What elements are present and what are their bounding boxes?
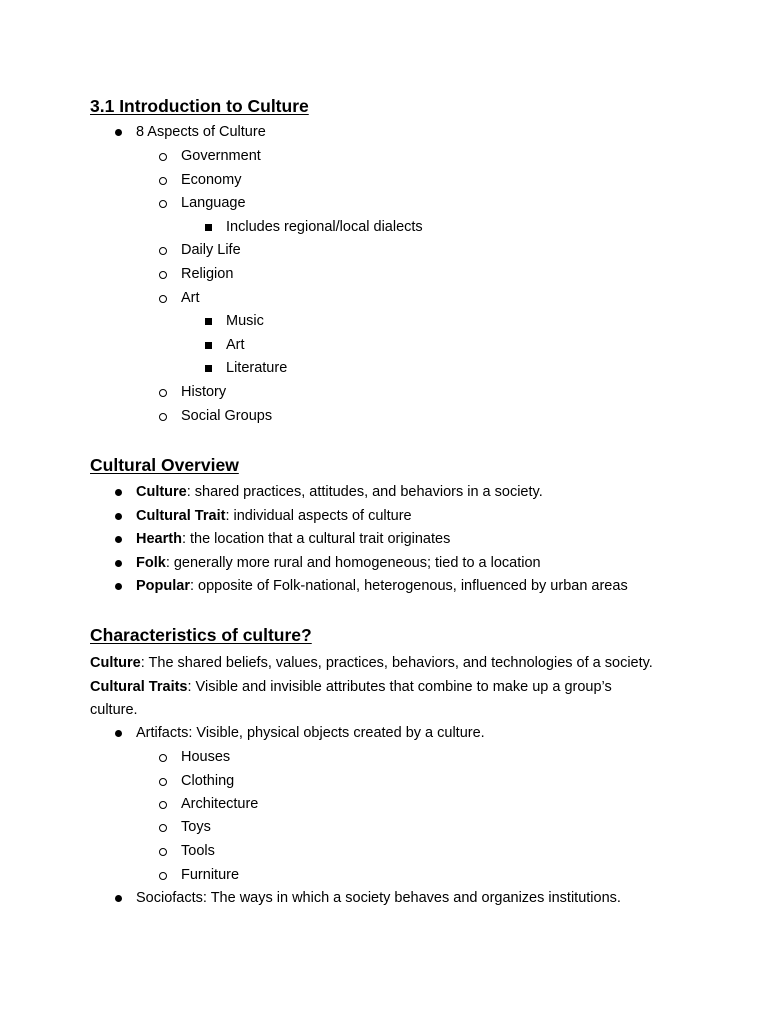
definition-item	[136, 552, 541, 574]
bullet-circle	[157, 405, 169, 427]
list-item-text: Toys	[181, 819, 211, 835]
section-heading-introduction: 3.1 Introduction to Culture	[90, 96, 309, 116]
definition-term: Folk	[136, 555, 166, 571]
definition-term: Cultural Trait	[136, 508, 226, 524]
bullet-circle	[157, 746, 169, 768]
list-item-art	[181, 287, 200, 309]
definition-term: Culture	[136, 484, 187, 500]
list-item-dialects	[226, 216, 423, 238]
definition-item	[136, 505, 412, 527]
list-item-artifact	[181, 770, 234, 792]
list-item-text: Art	[226, 337, 245, 353]
bullet-disc	[112, 528, 124, 550]
definition-text: : opposite of Folk-national, heterogenous, influenced by urban areas	[189, 578, 628, 594]
bullet-disc	[112, 552, 124, 574]
bullet-disc	[112, 121, 124, 143]
list-item-daily-life	[181, 239, 241, 261]
list-item-artifact	[181, 840, 215, 862]
list-item-language	[181, 192, 246, 214]
definition-text: : individual aspects of culture	[225, 508, 412, 524]
list-item-text: Houses	[181, 749, 231, 765]
section-heading-characteristics: Characteristics of culture?	[90, 625, 312, 645]
list-item-religion	[181, 263, 233, 285]
bullet-disc	[112, 722, 124, 744]
definition-item	[136, 481, 543, 503]
list-item-text: Artifacts: Visible, physical objects created by a culture.	[136, 725, 485, 741]
bullet-square	[202, 357, 214, 379]
list-item-text: Music	[226, 313, 264, 329]
paragraph-culture	[90, 652, 653, 674]
list-item-text: 8 Aspects of Culture	[136, 124, 266, 140]
list-item-government	[181, 145, 261, 167]
list-item-aspects	[136, 121, 266, 143]
list-item-text: Clothing	[181, 773, 235, 789]
list-item-text: History	[181, 384, 227, 400]
paragraph-cultural-traits	[90, 676, 612, 698]
list-item-text: Includes regional/local dialects	[226, 219, 423, 235]
paragraph-cultural-traits-cont: culture.	[90, 702, 138, 718]
list-item-economy	[181, 169, 241, 191]
bullet-circle	[157, 793, 169, 815]
definition-text: : the location that a cultural trait originates	[181, 531, 451, 547]
definition-term: Popular	[136, 578, 190, 594]
definition-item	[136, 575, 628, 597]
bullet-square	[202, 216, 214, 238]
list-item-text: Art	[181, 290, 200, 306]
list-item-text: Tools	[181, 843, 215, 859]
bullet-disc	[112, 505, 124, 527]
list-item-text: Furniture	[181, 867, 240, 883]
list-item-artifact	[181, 793, 258, 815]
list-item-text: Language	[181, 195, 246, 211]
list-item-artifact	[181, 864, 239, 886]
definition-term: Hearth	[136, 531, 182, 547]
bullet-circle	[157, 770, 169, 792]
bullet-circle	[157, 145, 169, 167]
definition-term: Cultural Traits	[90, 679, 188, 695]
list-item-sociofacts	[136, 887, 621, 909]
bullet-circle	[157, 840, 169, 862]
list-item-literature	[226, 357, 287, 379]
bullet-circle	[157, 864, 169, 886]
list-item-text: Sociofacts: The ways in which a society behaves and organizes institutions.	[136, 890, 621, 906]
list-item-text: Daily Life	[181, 242, 241, 258]
list-item-text: Government	[181, 148, 261, 164]
bullet-circle	[157, 239, 169, 261]
list-item-artifact	[181, 746, 230, 768]
bullet-disc	[112, 887, 124, 909]
bullet-square	[202, 310, 214, 332]
definition-text: : generally more rural and homogeneous; tied to a location	[165, 555, 541, 571]
bullet-disc	[112, 481, 124, 503]
list-item-history	[181, 381, 226, 403]
list-item-art-sub	[226, 334, 245, 356]
bullet-circle	[157, 263, 169, 285]
definition-text: : shared practices, attitudes, and behaviors in a society.	[186, 484, 543, 500]
definition-text: : The shared beliefs, values, practices, behaviors, and technologies of a society.	[140, 655, 653, 671]
definition-text: : Visible and invisible attributes that combine to make up a group’s	[187, 679, 612, 695]
list-item-text: Religion	[181, 266, 234, 282]
list-item-artifacts	[136, 722, 485, 744]
definition-term: Culture	[90, 655, 141, 671]
bullet-circle	[157, 816, 169, 838]
bullet-circle	[157, 169, 169, 191]
list-item-social-groups	[181, 405, 272, 427]
list-item-music	[226, 310, 264, 332]
list-item-text: Economy	[181, 172, 242, 188]
section-heading-cultural-overview: Cultural Overview	[90, 455, 239, 475]
bullet-disc	[112, 575, 124, 597]
list-item-text: Architecture	[181, 796, 259, 812]
bullet-circle	[157, 192, 169, 214]
list-item-text: Social Groups	[181, 408, 273, 424]
definition-item	[136, 528, 450, 550]
list-item-text: Literature	[226, 360, 288, 376]
bullet-circle	[157, 287, 169, 309]
bullet-square	[202, 334, 214, 356]
bullet-circle	[157, 381, 169, 403]
list-item-artifact	[181, 816, 211, 838]
